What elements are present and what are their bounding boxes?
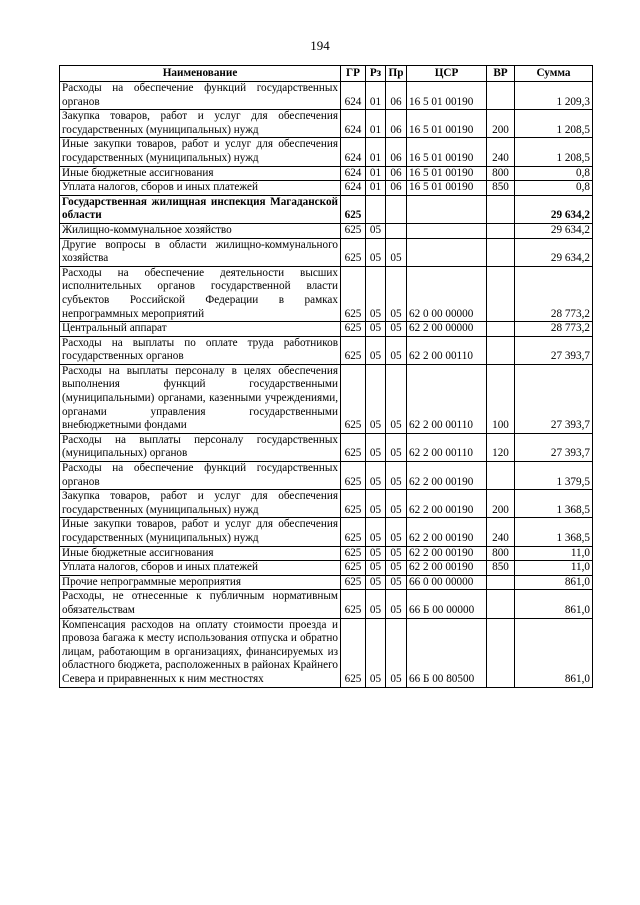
header-pr: Пр [386,66,407,82]
row-pr-cell [386,195,407,223]
table-row [60,590,593,618]
row-vr-cell: 850 [487,561,515,576]
row-sum-cell: 29 634,2 [515,195,593,223]
row-name-cell: Расходы на выплаты персоналу государственных (муниципальных) органов [60,433,341,461]
row-gr-cell: 624 [341,138,366,166]
row-gr-cell: 625 [341,575,366,590]
row-gr-cell: 625 [341,561,366,576]
row-csr-cell: 62 2 00 00110 [407,336,487,364]
row-sum-cell: 28 773,2 [515,322,593,337]
row-vr-cell [487,82,515,110]
row-gr-cell: 624 [341,166,366,181]
row-rz-cell: 05 [366,546,386,561]
row-name-cell: Иные бюджетные ассигнования [60,166,341,181]
row-vr-cell: 800 [487,546,515,561]
row-gr-cell: 624 [341,82,366,110]
row-rz-cell: 05 [366,518,386,546]
row-sum-cell: 1 209,3 [515,82,593,110]
row-sum-cell: 29 634,2 [515,238,593,266]
row-vr-cell: 240 [487,518,515,546]
row-vr-cell: 850 [487,181,515,196]
table-row [60,364,593,433]
row-rz-cell: 05 [366,223,386,238]
row-pr-cell: 06 [386,166,407,181]
row-sum-cell: 11,0 [515,561,593,576]
row-sum-cell: 27 393,7 [515,364,593,433]
row-pr-cell: 06 [386,82,407,110]
row-csr-cell: 62 2 00 00190 [407,546,487,561]
row-vr-cell [487,575,515,590]
row-csr-cell: 62 2 00 00190 [407,561,487,576]
row-pr-cell: 05 [386,266,407,321]
row-csr-cell: 62 2 00 00190 [407,462,487,490]
row-name-cell: Расходы на обеспечение функций государственных органов [60,82,341,110]
row-rz-cell: 01 [366,110,386,138]
row-rz-cell: 05 [366,433,386,461]
row-vr-cell [487,238,515,266]
table-row [60,181,593,196]
row-pr-cell: 05 [386,336,407,364]
table-row [60,223,593,238]
row-sum-cell: 11,0 [515,546,593,561]
row-name-cell: Уплата налогов, сборов и иных платежей [60,561,341,576]
row-pr-cell: 05 [386,575,407,590]
row-vr-cell: 200 [487,490,515,518]
row-rz-cell [366,195,386,223]
header-rz: Рз [366,66,386,82]
header-gr: ГР [341,66,366,82]
row-pr-cell: 06 [386,138,407,166]
row-sum-cell: 861,0 [515,618,593,687]
table-row [60,322,593,337]
table-row [60,518,593,546]
row-pr-cell [386,223,407,238]
row-csr-cell [407,223,487,238]
row-name-cell: Иные закупки товаров, работ и услуг для обеспечения государственных (муниципальных) нужд [60,518,341,546]
row-rz-cell: 01 [366,181,386,196]
row-vr-cell: 200 [487,110,515,138]
row-pr-cell: 05 [386,590,407,618]
header-sum: Сумма [515,66,593,82]
row-vr-cell [487,590,515,618]
row-sum-cell: 0,8 [515,181,593,196]
row-gr-cell: 625 [341,223,366,238]
row-pr-cell: 05 [386,433,407,461]
row-name-cell: Другие вопросы в области жилищно-коммунального хозяйства [60,238,341,266]
row-vr-cell [487,195,515,223]
row-vr-cell [487,618,515,687]
header-vr: ВР [487,66,515,82]
row-csr-cell: 66 0 00 00000 [407,575,487,590]
row-sum-cell: 1 379,5 [515,462,593,490]
row-csr-cell: 16 5 01 00190 [407,138,487,166]
table-row [60,110,593,138]
row-vr-cell [487,322,515,337]
row-rz-cell: 05 [366,590,386,618]
table-row [60,138,593,166]
row-pr-cell: 05 [386,490,407,518]
row-sum-cell: 1 368,5 [515,490,593,518]
row-vr-cell [487,223,515,238]
row-name-cell: Прочие непрограммные мероприятия [60,575,341,590]
page-number: 194 [310,38,330,53]
row-name-cell: Расходы на обеспечение деятельности высших исполнительных органов государственной власти субъектов Российской Федерации в рамках непрограммных мероприятий [60,266,341,321]
row-csr-cell: 16 5 01 00190 [407,82,487,110]
row-sum-cell: 1 208,5 [515,110,593,138]
table-body [60,82,593,688]
row-gr-cell: 625 [341,590,366,618]
row-name-cell: Расходы на обеспечение функций государственных органов [60,462,341,490]
row-pr-cell: 05 [386,561,407,576]
row-gr-cell: 625 [341,546,366,561]
row-csr-cell [407,195,487,223]
row-gr-cell: 625 [341,490,366,518]
row-pr-cell: 05 [386,462,407,490]
table-row [60,82,593,110]
row-rz-cell: 05 [366,618,386,687]
row-gr-cell: 625 [341,433,366,461]
row-csr-cell: 66 Б 00 80500 [407,618,487,687]
row-rz-cell: 05 [366,266,386,321]
row-csr-cell: 62 0 00 00000 [407,266,487,321]
row-rz-cell: 05 [366,462,386,490]
row-csr-cell: 62 2 00 00110 [407,433,487,461]
row-name-cell: Закупка товаров, работ и услуг для обеспечения государственных (муниципальных) нужд [60,490,341,518]
row-pr-cell: 05 [386,546,407,561]
row-rz-cell: 01 [366,82,386,110]
row-sum-cell: 861,0 [515,575,593,590]
row-gr-cell: 625 [341,238,366,266]
table-row [60,490,593,518]
row-rz-cell: 05 [366,336,386,364]
row-vr-cell [487,336,515,364]
row-name-cell: Государственная жилищная инспекция Магаданской области [60,195,341,223]
row-gr-cell: 624 [341,110,366,138]
row-name-cell: Иные закупки товаров, работ и услуг для обеспечения государственных (муниципальных) нужд [60,138,341,166]
row-name-cell: Компенсация расходов на оплату стоимости проезда и провоза багажа к месту использования отпуска и обратно лицам, работающим в организациях, финансируемых из областного бюджета, расположенных в районах Крайнего Севера и приравненных к ним местностях [60,618,341,687]
table-row [60,195,593,223]
row-csr-cell: 16 5 01 00190 [407,110,487,138]
row-rz-cell: 01 [366,138,386,166]
row-rz-cell: 01 [366,166,386,181]
row-name-cell: Закупка товаров, работ и услуг для обеспечения государственных (муниципальных) нужд [60,110,341,138]
row-pr-cell: 05 [386,518,407,546]
row-csr-cell: 66 Б 00 00000 [407,590,487,618]
row-sum-cell: 861,0 [515,590,593,618]
table-row [60,618,593,687]
table-row [60,561,593,576]
header-name: Наименование [60,66,341,82]
row-csr-cell: 16 5 01 00190 [407,166,487,181]
row-name-cell: Расходы на выплаты по оплате труда работников государственных органов [60,336,341,364]
row-vr-cell [487,462,515,490]
row-name-cell: Расходы на выплаты персоналу в целях обеспечения выполнения функций государственными (муниципальными) органами, казенными учреждениями, органами управления государственными внебюджетными фондами [60,364,341,433]
row-rz-cell: 05 [366,575,386,590]
row-pr-cell: 05 [386,238,407,266]
row-name-cell: Расходы, не отнесенные к публичным нормативным обязательствам [60,590,341,618]
row-sum-cell: 1 368,5 [515,518,593,546]
table-row [60,238,593,266]
row-gr-cell: 625 [341,266,366,321]
row-vr-cell: 100 [487,364,515,433]
header-csr: ЦСР [407,66,487,82]
row-rz-cell: 05 [366,238,386,266]
row-sum-cell: 29 634,2 [515,223,593,238]
row-csr-cell: 16 5 01 00190 [407,181,487,196]
row-gr-cell: 625 [341,462,366,490]
table-header [60,66,593,82]
row-name-cell: Уплата налогов, сборов и иных платежей [60,181,341,196]
budget-table [59,65,593,688]
table-row [60,433,593,461]
row-gr-cell: 624 [341,181,366,196]
row-pr-cell: 05 [386,364,407,433]
row-rz-cell: 05 [366,364,386,433]
row-gr-cell: 625 [341,518,366,546]
row-name-cell: Иные бюджетные ассигнования [60,546,341,561]
row-csr-cell [407,238,487,266]
row-sum-cell: 0,8 [515,166,593,181]
row-sum-cell: 27 393,7 [515,433,593,461]
row-csr-cell: 62 2 00 00190 [407,518,487,546]
row-gr-cell: 625 [341,195,366,223]
table-row [60,462,593,490]
row-sum-cell: 27 393,7 [515,336,593,364]
row-csr-cell: 62 2 00 00000 [407,322,487,337]
row-csr-cell: 62 2 00 00190 [407,490,487,518]
row-rz-cell: 05 [366,490,386,518]
row-gr-cell: 625 [341,336,366,364]
row-vr-cell: 240 [487,138,515,166]
row-sum-cell: 1 208,5 [515,138,593,166]
row-gr-cell: 625 [341,322,366,337]
row-gr-cell: 625 [341,618,366,687]
table-row [60,546,593,561]
row-name-cell: Жилищно-коммунальное хозяйство [60,223,341,238]
row-rz-cell: 05 [366,322,386,337]
row-pr-cell: 06 [386,110,407,138]
row-vr-cell [487,266,515,321]
table-row [60,575,593,590]
row-pr-cell: 05 [386,322,407,337]
row-rz-cell: 05 [366,561,386,576]
table-row [60,336,593,364]
table-row [60,266,593,321]
row-csr-cell: 62 2 00 00110 [407,364,487,433]
row-gr-cell: 625 [341,364,366,433]
table-row [60,166,593,181]
row-sum-cell: 28 773,2 [515,266,593,321]
row-vr-cell: 800 [487,166,515,181]
row-pr-cell: 06 [386,181,407,196]
row-vr-cell: 120 [487,433,515,461]
row-pr-cell: 05 [386,618,407,687]
row-name-cell: Центральный аппарат [60,322,341,337]
